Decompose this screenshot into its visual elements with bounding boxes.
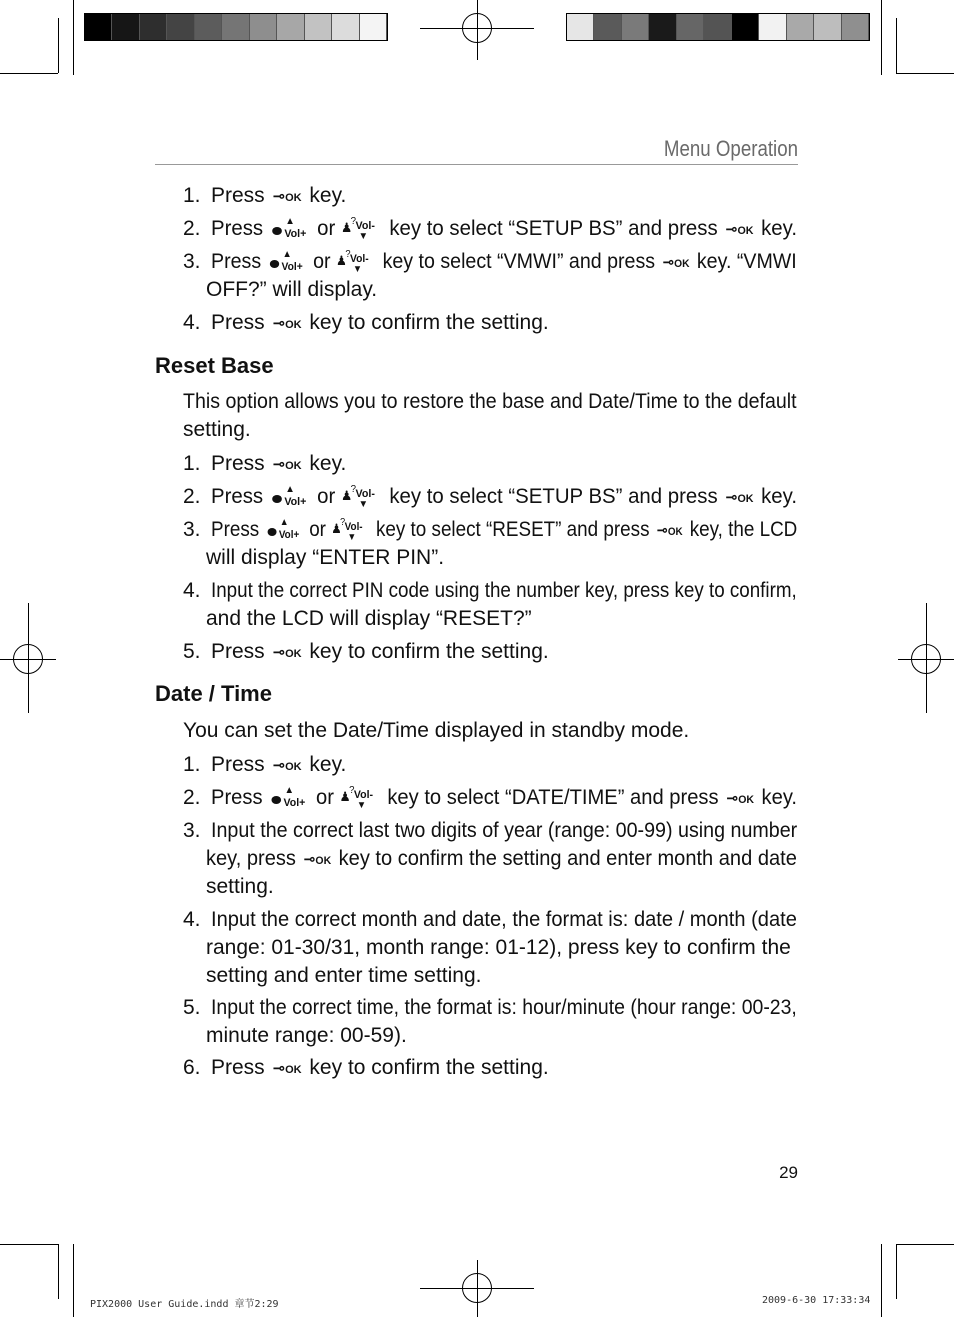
step-text: Input the correct month and date, the format is: date / month (date bbox=[211, 908, 797, 931]
list-item-continued bbox=[206, 845, 825, 873]
crop-mark bbox=[881, 1244, 882, 1317]
registration-mark bbox=[28, 603, 29, 713]
color-bar-left bbox=[84, 13, 388, 41]
color-swatch bbox=[360, 14, 387, 40]
slug-left: PIX2000 User Guide.indd 章节2:29 bbox=[90, 1299, 279, 1310]
color-swatch bbox=[195, 14, 222, 40]
color-swatch bbox=[332, 14, 359, 40]
ok-key-icon: ⊸OK bbox=[725, 488, 754, 506]
vol-up-key-icon: ▲ Vol+ bbox=[269, 485, 312, 509]
step-number: 2. bbox=[183, 217, 201, 240]
step-number: 2. bbox=[183, 485, 201, 508]
ok-key-icon: ⊸OK bbox=[272, 756, 302, 774]
color-swatch bbox=[677, 14, 704, 40]
step-number: 1. bbox=[183, 184, 201, 207]
ok-key-icon: ⊸OK bbox=[272, 455, 302, 473]
list-item-continued bbox=[206, 605, 532, 633]
list-item bbox=[183, 516, 864, 544]
list-item bbox=[183, 309, 549, 337]
step-text: Input the correct last two digits of year (range: 00-99) using number bbox=[211, 819, 798, 842]
step-text: Press ▲ Vol+ or ♟ ? Vol- ▼ key to select “DATE/TIME” and press ⊸OK key. bbox=[211, 785, 798, 812]
color-swatch bbox=[787, 14, 814, 40]
step-number: 3. bbox=[183, 518, 201, 541]
color-swatch bbox=[277, 14, 304, 40]
step-number: 5. bbox=[183, 640, 201, 663]
step-text: Press ▲ Vol+ or ♟ ? Vol- ▼ key to select “SETUP BS” and press ⊸OK key. bbox=[211, 216, 797, 243]
vol-up-key-icon: ▲ Vol+ bbox=[264, 518, 304, 542]
list-item bbox=[183, 215, 815, 243]
step-text: Press ⊸OK key to confirm the setting. bbox=[211, 1056, 549, 1079]
color-swatch bbox=[842, 14, 869, 40]
color-swatch bbox=[814, 14, 841, 40]
color-swatch bbox=[594, 14, 621, 40]
step-text: Input the correct time, the format is: hour/minute (hour range: 00-23, bbox=[211, 996, 797, 1019]
vol-up-key-icon: ▲ Vol+ bbox=[267, 250, 308, 274]
color-swatch bbox=[167, 14, 194, 40]
step-number: 4. bbox=[183, 579, 201, 602]
color-swatch bbox=[250, 14, 277, 40]
step-text: setting and enter time setting. bbox=[206, 964, 482, 987]
list-item bbox=[183, 994, 844, 1022]
step-text: Press ▲ Vol+ or ♟ ? Vol- ▼ key to select “SETUP BS” and press ⊸OK key. bbox=[211, 484, 797, 511]
step-text: Input the correct PIN code using the number key, press key to confirm, bbox=[211, 579, 797, 602]
list-item bbox=[183, 1054, 549, 1082]
ok-key-icon: ⊸OK bbox=[272, 314, 302, 332]
step-text: range: 01-30/31, month range: 01-12), press key to confirm the bbox=[206, 936, 791, 959]
step-text: and the LCD will display “RESET?” bbox=[206, 607, 532, 630]
ok-key-icon: ⊸OK bbox=[272, 1059, 302, 1077]
list-item bbox=[183, 248, 838, 276]
crop-mark bbox=[896, 73, 954, 74]
color-swatch bbox=[704, 14, 731, 40]
slug-right: 2009-6-30 17:33:34 bbox=[762, 1295, 871, 1306]
ok-key-icon: ⊸OK bbox=[656, 521, 683, 539]
crop-mark bbox=[0, 1244, 58, 1245]
ok-key-icon: ⊸OK bbox=[662, 253, 690, 271]
step-text: Press ▲ Vol+ or ♟ ? Vol- ▼ key to select “RESET” and press ⊸OK key, the LCD bbox=[211, 517, 798, 544]
list-item bbox=[183, 817, 837, 845]
date-time-heading: Date / Time bbox=[155, 681, 272, 706]
color-swatch bbox=[140, 14, 167, 40]
step-number: 2. bbox=[183, 786, 201, 809]
step-number: 4. bbox=[183, 311, 201, 334]
registration-mark bbox=[477, 1260, 478, 1317]
page-number: 29 bbox=[779, 1163, 798, 1182]
color-swatch bbox=[305, 14, 332, 40]
step-number: 1. bbox=[183, 753, 201, 776]
color-bar-right bbox=[566, 13, 870, 41]
step-text: Press ⊸OK key to confirm the setting. bbox=[211, 311, 549, 334]
step-text: OFF?” will display. bbox=[206, 278, 378, 301]
color-swatch bbox=[732, 14, 759, 40]
date-time-intro: You can set the Date/Time displayed in standby mode. bbox=[183, 719, 690, 742]
color-swatch bbox=[567, 14, 594, 40]
list-item-continued bbox=[206, 873, 274, 901]
vol-down-key-icon: ♟ ? Vol- ▼ bbox=[336, 249, 369, 276]
crop-mark bbox=[0, 73, 58, 74]
list-item bbox=[183, 751, 346, 779]
crop-mark bbox=[881, 0, 882, 75]
list-item bbox=[183, 784, 821, 812]
color-swatch bbox=[759, 14, 786, 40]
ok-key-icon: ⊸OK bbox=[272, 187, 302, 205]
crop-mark bbox=[73, 0, 74, 75]
crop-mark bbox=[58, 1244, 59, 1299]
header-rule bbox=[155, 164, 798, 165]
list-item-continued bbox=[206, 1022, 407, 1050]
list-item-continued bbox=[206, 276, 377, 304]
vol-up-key-icon: ▲ Vol+ bbox=[268, 786, 310, 810]
color-swatch bbox=[112, 14, 139, 40]
step-text: Press ⊸OK key. bbox=[211, 452, 347, 475]
vol-down-key-icon: ♟ ? Vol- ▼ bbox=[340, 216, 375, 243]
step-text: setting. bbox=[206, 875, 274, 898]
list-item bbox=[183, 906, 824, 934]
crop-mark bbox=[58, 18, 59, 73]
ok-key-icon: ⊸OK bbox=[726, 789, 755, 807]
step-number: 3. bbox=[183, 250, 201, 273]
step-text: will display “ENTER PIN”. bbox=[206, 546, 445, 569]
registration-mark bbox=[477, 0, 478, 60]
ok-key-icon: ⊸OK bbox=[725, 220, 754, 238]
step-number: 3. bbox=[183, 819, 201, 842]
color-swatch bbox=[85, 14, 112, 40]
list-item bbox=[183, 182, 346, 210]
ok-key-icon: ⊸OK bbox=[272, 643, 302, 661]
vol-up-key-icon: ▲ Vol+ bbox=[269, 217, 312, 241]
step-text: Press ⊸OK key to confirm the setting. bbox=[211, 640, 549, 663]
color-swatch bbox=[649, 14, 676, 40]
crop-mark bbox=[896, 18, 897, 73]
color-swatch bbox=[622, 14, 649, 40]
list-item bbox=[183, 577, 865, 605]
list-item-continued bbox=[206, 544, 444, 572]
step-number: 4. bbox=[183, 908, 201, 931]
reset-base-intro-line1: This option allows you to restore the base and Date/Time to the default bbox=[183, 390, 797, 413]
reset-base-intro-line2: setting. bbox=[183, 418, 251, 441]
step-text: minute range: 00-59). bbox=[206, 1024, 407, 1047]
list-item bbox=[183, 450, 346, 478]
step-number: 5. bbox=[183, 996, 201, 1019]
crop-mark bbox=[896, 1244, 954, 1245]
section-title: Menu Operation bbox=[663, 136, 798, 161]
step-text: key, press ⊸OK key to confirm the setting and enter month and date bbox=[206, 847, 797, 870]
registration-mark bbox=[926, 603, 927, 713]
step-number: 1. bbox=[183, 452, 201, 475]
ok-key-icon: ⊸OK bbox=[303, 850, 332, 868]
reset-base-heading: Reset Base bbox=[155, 353, 274, 378]
step-number: 6. bbox=[183, 1056, 201, 1079]
step-text: Press ▲ Vol+ or ♟ ? Vol- ▼ key to select “VMWI” and press ⊸OK key. “VMWI bbox=[211, 249, 797, 276]
list-item-continued bbox=[206, 962, 482, 990]
vol-down-key-icon: ♟ ? Vol- ▼ bbox=[331, 517, 363, 544]
list-item bbox=[183, 483, 815, 511]
vol-down-key-icon: ♟ ? Vol- ▼ bbox=[339, 785, 374, 812]
list-item bbox=[183, 638, 549, 666]
color-swatch bbox=[222, 14, 249, 40]
crop-mark bbox=[73, 1244, 74, 1317]
crop-mark bbox=[896, 1244, 897, 1299]
list-item-continued bbox=[206, 934, 791, 962]
step-text: Press ⊸OK key. bbox=[211, 753, 347, 776]
step-text: Press ⊸OK key. bbox=[211, 184, 347, 207]
vol-down-key-icon: ♟ ? Vol- ▼ bbox=[340, 484, 375, 511]
